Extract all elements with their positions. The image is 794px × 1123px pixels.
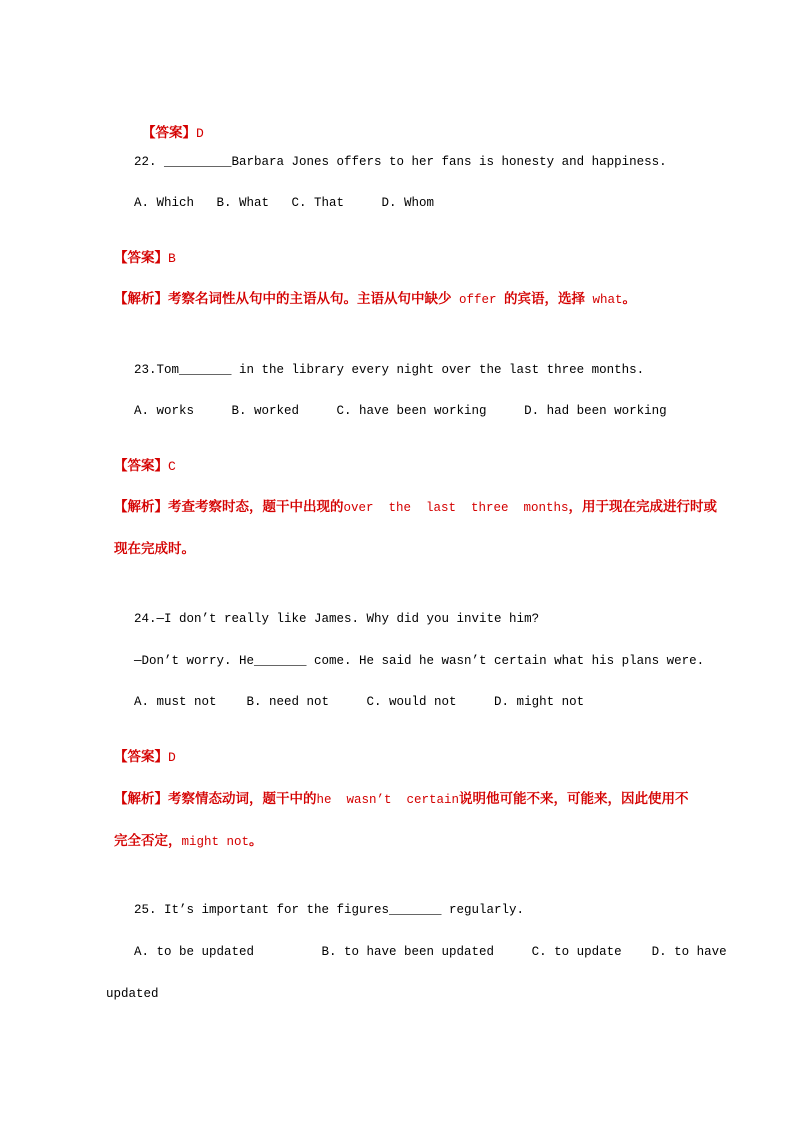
analysis-term: offer bbox=[451, 293, 504, 307]
question-25-stem: 25. It’s important for the figures_______ regularly. bbox=[134, 903, 525, 917]
answer-value: D bbox=[167, 750, 176, 765]
question-23-options: A. works B. worked C. have been working D. had been working bbox=[134, 404, 667, 418]
analysis-label: 【解析】 bbox=[113, 291, 168, 307]
question-24-analysis bbox=[106, 775, 688, 808]
question-24-analysis-cont bbox=[106, 817, 262, 850]
analysis-text: ，用于现在完成进行时或 bbox=[568, 499, 717, 515]
answer-value: B bbox=[167, 251, 176, 266]
analysis-term: over the last three months bbox=[343, 501, 569, 515]
question-24-stem-cont: —Don’t worry. He_______ come. He said he wasn’t certain what his plans were. bbox=[134, 654, 705, 668]
question-22-stem: 22. _________Barbara Jones offers to her fans is honesty and happiness. bbox=[134, 155, 667, 169]
answer-label: 【答案】 bbox=[113, 749, 168, 765]
question-23-analysis-cont bbox=[106, 525, 195, 557]
analysis-text: 。 bbox=[248, 833, 263, 849]
question-24-answer-row bbox=[106, 733, 176, 766]
analysis-term: what bbox=[584, 293, 623, 307]
analysis-text: 考查考察时态，题干中出现的 bbox=[167, 499, 344, 515]
analysis-text: 说明他可能不来，可能来，因此使用不 bbox=[458, 791, 689, 807]
analysis-text: 完全否定， bbox=[113, 833, 182, 849]
question-24-options: A. must not B. need not C. would not D. might not bbox=[134, 695, 585, 709]
question-25-options: A. to be updated B. to have been updated C. to update D. to have bbox=[134, 945, 727, 959]
question-24-stem: 24.—I don’t really like James. Why did you invite him? bbox=[134, 612, 540, 626]
analysis-label: 【解析】 bbox=[113, 791, 168, 807]
analysis-text: 的宾语，选择 bbox=[503, 291, 585, 307]
answer-label: 【答案】 bbox=[113, 458, 168, 474]
answer-label: 【答案】 bbox=[113, 250, 168, 266]
answer-value: D bbox=[195, 126, 204, 141]
question-22-answer-row bbox=[106, 234, 176, 267]
question-23-analysis bbox=[106, 483, 717, 516]
analysis-text: 。 bbox=[622, 291, 636, 307]
analysis-term: might not bbox=[181, 835, 249, 849]
analysis-text: 考察情态动词，题干中的 bbox=[167, 791, 317, 807]
analysis-term: he wasn’t certain bbox=[316, 793, 459, 807]
prev-answer-row bbox=[134, 109, 204, 142]
answer-value: C bbox=[167, 459, 176, 474]
question-23-answer-row bbox=[106, 442, 176, 475]
question-22-options: A. Which B. What C. That D. Whom bbox=[134, 196, 435, 210]
analysis-text: 现在完成时。 bbox=[113, 541, 195, 557]
analysis-text: 考察名词性从句中的主语从句。主语从句中缺少 bbox=[167, 291, 452, 307]
question-25-options-cont: updated bbox=[106, 987, 159, 1001]
analysis-label: 【解析】 bbox=[113, 499, 168, 515]
question-23-stem: 23.Tom_______ in the library every night over the last three months. bbox=[134, 363, 645, 377]
answer-label: 【答案】 bbox=[141, 125, 196, 141]
question-22-analysis bbox=[106, 275, 636, 308]
